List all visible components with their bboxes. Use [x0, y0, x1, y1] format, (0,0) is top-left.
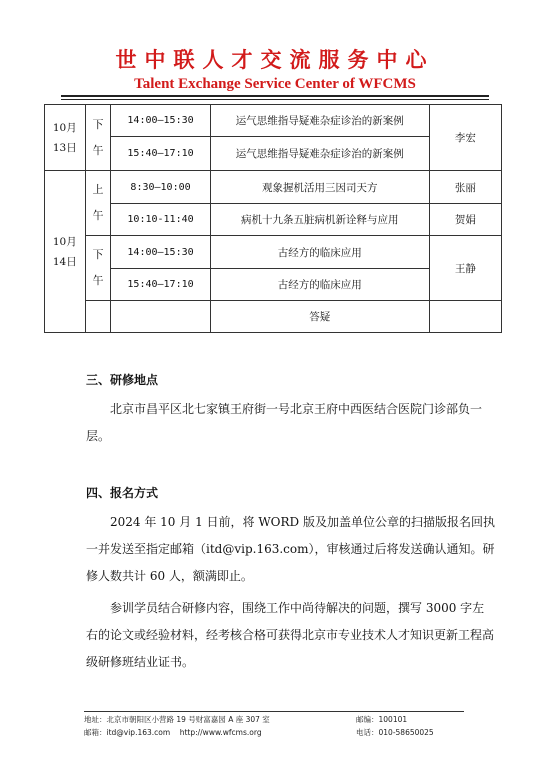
time-cell: 14:00—15:30: [111, 105, 210, 137]
speaker-cell: 王静: [429, 236, 501, 301]
topic-cell: 运气思维指导疑难杂症诊治的新案例: [210, 137, 429, 171]
table-row: [45, 171, 502, 204]
time-cell: 8:30—10:00: [111, 171, 210, 204]
session-label: 午: [92, 209, 104, 222]
footer-postcode: 邮编：100101: [356, 715, 408, 724]
section-paragraph: [86, 595, 496, 676]
footer-address: 地址：北京市朝阳区小营路 19 号财富嘉园 A 座 307 室: [84, 715, 270, 724]
registration-text: 2024 年 10 月 1 日前，将 WORD 版及加盖单位公章的扫描版报名回执一并发送至指定邮箱（itd@vip.163.com），审核通过后将发送确认通知。研修人数共计 60 人，额满即止。: [86, 515, 495, 583]
table-row: [45, 236, 502, 269]
header-title-cn: 世中联人才交流服务中心: [115, 48, 435, 72]
header-rule: [61, 95, 489, 97]
session-label: 午: [92, 143, 104, 157]
footer-phone: 电话：010-58650025: [356, 728, 434, 737]
header-title-en: Talent Exchange Service Center of WFCMS: [134, 76, 416, 92]
topic-cell: 古经方的临床应用: [210, 236, 429, 269]
location-text: 北京市昌平区北七家镇王府街一号北京王府中西医结合医院门诊部负一层。: [86, 402, 483, 443]
table-row: [45, 301, 502, 333]
topic-cell: 运气思维指导疑难杂症诊治的新案例: [210, 105, 429, 137]
topic-cell: 观象握机活用三因司天方: [210, 171, 429, 204]
table-row: [45, 105, 502, 137]
session-label: 上: [92, 183, 104, 196]
session-label: 下: [92, 117, 104, 131]
certificate-text: 参训学员结合研修内容，围绕工作中尚待解决的问题，撰写 3000 字左右的论文或经验材料，经考核合格可获得北京市专业技术人才知识更新工程高级研修班结业证书。: [86, 601, 495, 669]
date-month: 10月: [52, 235, 77, 248]
time-cell: 15:40—17:10: [111, 137, 210, 171]
date-day: 14日: [52, 255, 77, 268]
session-label: 下: [92, 248, 104, 261]
date-cell: [45, 105, 86, 171]
session-label: 午: [92, 274, 104, 287]
date-month: 10月: [52, 121, 77, 134]
speaker-cell: 贺娟: [429, 204, 501, 236]
time-cell: 14:00—15:30: [111, 236, 210, 269]
section-paragraph: [86, 509, 496, 590]
speaker-cell: [429, 301, 501, 333]
qa-cell: 答疑: [210, 301, 429, 333]
date-day: 13日: [52, 141, 77, 154]
session-cell: [85, 301, 111, 333]
session-cell: [85, 171, 111, 236]
speaker-cell: 李宏: [429, 105, 501, 171]
schedule-table: [44, 104, 502, 333]
time-cell: [111, 301, 210, 333]
session-cell: [85, 105, 111, 171]
session-cell: [85, 236, 111, 301]
time-cell: 10:10-11:40: [111, 204, 210, 236]
date-cell: [45, 171, 86, 333]
topic-cell: 古经方的临床应用: [210, 269, 429, 301]
speaker-cell: 张丽: [429, 171, 501, 204]
header-rule-thin: [61, 99, 489, 100]
footer-rule: [84, 711, 464, 712]
section-paragraph: [86, 396, 496, 450]
table-row: [45, 204, 502, 236]
section-heading: 三、研修地点: [86, 373, 159, 387]
section-heading: 四、报名方式: [86, 486, 159, 500]
topic-cell: 病机十九条五脏病机新诠释与应用: [210, 204, 429, 236]
footer-email-web: 邮箱：itd@vip.163.com http://www.wfcms.org: [84, 728, 262, 737]
time-cell: 15:40—17:10: [111, 269, 210, 301]
